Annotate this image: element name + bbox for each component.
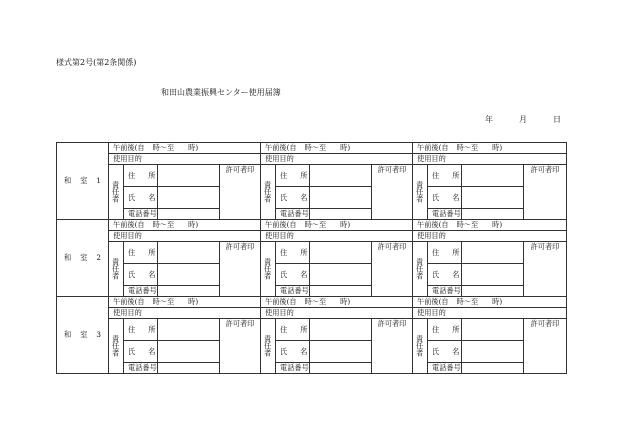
purpose-field[interactable]: 使用目的	[109, 231, 261, 242]
time-slot-text	[113, 221, 260, 228]
address-label-text	[432, 326, 461, 333]
name-label-b: 名	[300, 192, 308, 202]
room-label-text	[64, 331, 101, 338]
time-prefix: 午前後(自	[113, 297, 145, 307]
address-label-text	[128, 172, 157, 179]
permit-seal-box[interactable]: 許可者印	[220, 165, 261, 220]
responsible-label	[109, 319, 124, 374]
room-2-row	[57, 286, 567, 297]
room-label	[57, 220, 109, 297]
name-label-a: 氏	[128, 269, 136, 279]
name-value-field[interactable]	[462, 187, 524, 209]
time-hour-a: 時〜至	[456, 143, 479, 153]
time-hour-a: 時〜至	[456, 297, 479, 307]
room-1-row	[57, 165, 567, 187]
name-value-field[interactable]	[462, 341, 524, 363]
phone-label: 電話番号	[276, 209, 310, 220]
room-label-b: 室	[80, 330, 88, 340]
address-label	[276, 319, 310, 341]
name-label-text	[432, 348, 461, 355]
address-value-field[interactable]	[462, 242, 524, 264]
room-2-row	[57, 242, 567, 264]
time-slot-field[interactable]	[413, 297, 567, 308]
room-2-row	[57, 220, 567, 231]
date-line	[485, 114, 565, 126]
date-day-label: 日	[553, 115, 561, 124]
time-slot-text	[265, 298, 412, 305]
time-prefix: 午前後(自	[417, 297, 449, 307]
address-label	[124, 165, 158, 187]
time-prefix: 午前後(自	[113, 143, 145, 153]
address-label-text	[128, 249, 157, 256]
room-1-row	[57, 154, 567, 165]
responsible-text: 責任者	[415, 257, 425, 280]
time-hour-a: 時〜至	[152, 297, 175, 307]
address-label-b: 所	[300, 247, 308, 257]
address-value-field[interactable]	[158, 319, 220, 341]
phone-label: 電話番号	[428, 363, 462, 374]
name-label-b: 名	[300, 346, 308, 356]
date-month-label: 月	[519, 115, 527, 124]
phone-value-field[interactable]	[462, 363, 524, 374]
name-label	[124, 341, 158, 363]
name-label-b: 名	[148, 192, 156, 202]
name-label	[428, 264, 462, 286]
purpose-field[interactable]: 使用目的	[261, 308, 413, 319]
phone-value-field[interactable]	[462, 209, 524, 220]
address-label	[276, 165, 310, 187]
room-label	[57, 143, 109, 220]
address-label	[428, 242, 462, 264]
name-label-a: 氏	[432, 269, 440, 279]
name-label	[276, 341, 310, 363]
address-label	[276, 242, 310, 264]
purpose-field[interactable]: 使用目的	[109, 154, 261, 165]
name-value-field[interactable]	[310, 341, 372, 363]
address-label-b: 所	[148, 324, 156, 334]
responsible-label	[413, 242, 428, 297]
room-label	[57, 297, 109, 374]
name-label-a: 氏	[128, 346, 136, 356]
phone-value-field[interactable]	[310, 209, 372, 220]
name-label-b: 名	[148, 269, 156, 279]
address-value-field[interactable]	[310, 165, 372, 187]
name-label-a: 氏	[280, 192, 288, 202]
name-label-text	[128, 194, 157, 201]
room-number: 2	[96, 253, 101, 263]
address-label-a: 住	[432, 324, 440, 334]
time-prefix: 午前後(自	[265, 143, 297, 153]
time-hour-b: 時)	[492, 220, 503, 230]
name-label-text	[280, 348, 309, 355]
phone-label: 電話番号	[276, 363, 310, 374]
time-slot-field[interactable]	[261, 143, 413, 154]
responsible-label	[109, 242, 124, 297]
phone-label: 電話番号	[428, 286, 462, 297]
address-value-field[interactable]	[462, 319, 524, 341]
address-label-b: 所	[148, 170, 156, 180]
name-label-b: 名	[452, 346, 460, 356]
room-3-row	[57, 319, 567, 341]
address-label-a: 住	[280, 247, 288, 257]
form-number: 様式第2号(第2条関係)	[56, 58, 137, 67]
time-slot-field[interactable]	[109, 220, 261, 231]
address-label-text	[432, 249, 461, 256]
purpose-field[interactable]: 使用目的	[261, 231, 413, 242]
address-label-a: 住	[128, 247, 136, 257]
address-label-a: 住	[128, 170, 136, 180]
name-label-text	[432, 194, 461, 201]
responsible-text: 責任者	[415, 180, 425, 203]
name-value-field[interactable]	[310, 187, 372, 209]
time-hour-b: 時)	[188, 143, 199, 153]
time-slot-field[interactable]	[261, 297, 413, 308]
name-label	[428, 187, 462, 209]
address-label	[124, 242, 158, 264]
room-1-row	[57, 143, 567, 154]
address-value-field[interactable]	[310, 319, 372, 341]
name-value-field[interactable]	[462, 264, 524, 286]
phone-label: 電話番号	[124, 209, 158, 220]
phone-value-field[interactable]	[158, 209, 220, 220]
address-label-b: 所	[148, 247, 156, 257]
phone-label: 電話番号	[124, 363, 158, 374]
room-label-b: 室	[80, 176, 88, 186]
name-label-a: 氏	[280, 269, 288, 279]
name-label-text	[280, 194, 309, 201]
time-slot-text	[417, 221, 566, 228]
phone-value-field[interactable]	[310, 363, 372, 374]
time-prefix: 午前後(自	[417, 143, 449, 153]
time-slot-text	[417, 298, 566, 305]
room-label-b: 室	[80, 253, 88, 263]
phone-label: 電話番号	[276, 286, 310, 297]
permit-seal-box[interactable]: 許可者印	[372, 165, 413, 220]
time-hour-b: 時)	[340, 297, 351, 307]
time-hour-b: 時)	[188, 297, 199, 307]
room-3-row	[57, 363, 567, 374]
phone-label: 電話番号	[124, 286, 158, 297]
responsible-label	[261, 242, 276, 297]
address-label-a: 住	[280, 170, 288, 180]
name-value-field[interactable]	[158, 341, 220, 363]
name-label-text	[128, 348, 157, 355]
time-hour-a: 時〜至	[152, 220, 175, 230]
usage-register-table	[56, 142, 567, 374]
address-label-text	[280, 172, 309, 179]
name-label-b: 名	[300, 269, 308, 279]
time-hour-b: 時)	[340, 220, 351, 230]
address-label-b: 所	[452, 247, 460, 257]
date-year-label: 年	[485, 115, 493, 124]
address-value-field[interactable]	[158, 242, 220, 264]
name-label	[124, 264, 158, 286]
permit-seal-box[interactable]: 許可者印	[220, 242, 261, 297]
permit-seal-box[interactable]: 許可者印	[524, 319, 567, 374]
responsible-text: 責任者	[415, 334, 425, 357]
address-label-b: 所	[300, 170, 308, 180]
time-slot-text	[113, 144, 260, 151]
room-label-a: 和	[64, 253, 72, 263]
name-value-field[interactable]	[158, 264, 220, 286]
purpose-field[interactable]: 使用目的	[413, 308, 567, 319]
room-1-row	[57, 187, 567, 209]
room-number: 3	[96, 330, 101, 340]
time-slot-field[interactable]	[413, 143, 567, 154]
form-title: 和田山農業振興センター使用届簿	[161, 88, 281, 97]
time-hour-b: 時)	[492, 297, 503, 307]
address-value-field[interactable]	[310, 242, 372, 264]
time-hour-a: 時〜至	[152, 143, 175, 153]
room-label-text	[64, 177, 101, 184]
time-slot-field[interactable]	[109, 143, 261, 154]
responsible-text: 責任者	[263, 257, 273, 280]
name-label-b: 名	[452, 192, 460, 202]
room-3-row	[57, 297, 567, 308]
time-hour-a: 時〜至	[304, 220, 327, 230]
time-prefix: 午前後(自	[265, 297, 297, 307]
name-value-field[interactable]	[310, 264, 372, 286]
address-label-b: 所	[300, 324, 308, 334]
address-label-text	[432, 172, 461, 179]
phone-value-field[interactable]	[462, 286, 524, 297]
responsible-label	[261, 319, 276, 374]
room-3-row	[57, 341, 567, 363]
address-label-text	[128, 326, 157, 333]
address-value-field[interactable]	[158, 165, 220, 187]
time-hour-a: 時〜至	[456, 220, 479, 230]
address-label-b: 所	[452, 170, 460, 180]
address-label	[428, 165, 462, 187]
responsible-label	[261, 165, 276, 220]
address-label-text	[280, 326, 309, 333]
responsible-label	[413, 165, 428, 220]
phone-value-field[interactable]	[158, 286, 220, 297]
address-label-a: 住	[128, 324, 136, 334]
name-label	[276, 264, 310, 286]
name-label	[428, 341, 462, 363]
name-label	[124, 187, 158, 209]
room-2-row	[57, 231, 567, 242]
name-label-b: 名	[148, 346, 156, 356]
permit-seal-box[interactable]: 許可者印	[372, 319, 413, 374]
time-prefix: 午前後(自	[113, 220, 145, 230]
time-slot-text	[265, 144, 412, 151]
purpose-field[interactable]: 使用目的	[261, 154, 413, 165]
time-hour-a: 時〜至	[304, 297, 327, 307]
responsible-text: 責任者	[263, 180, 273, 203]
phone-label: 電話番号	[428, 209, 462, 220]
address-label	[428, 319, 462, 341]
name-label-a: 氏	[128, 192, 136, 202]
permit-seal-box[interactable]: 許可者印	[372, 242, 413, 297]
name-label-text	[128, 271, 157, 278]
time-hour-b: 時)	[340, 143, 351, 153]
permit-seal-box[interactable]: 許可者印	[220, 319, 261, 374]
room-number: 1	[96, 176, 101, 186]
address-label-a: 住	[280, 324, 288, 334]
time-slot-field[interactable]	[261, 220, 413, 231]
address-label	[124, 319, 158, 341]
time-slot-text	[265, 221, 412, 228]
address-label-b: 所	[452, 324, 460, 334]
time-hour-b: 時)	[188, 220, 199, 230]
room-2-row	[57, 264, 567, 286]
permit-seal-box[interactable]: 許可者印	[524, 165, 567, 220]
room-label-a: 和	[64, 176, 72, 186]
responsible-label	[413, 319, 428, 374]
name-label	[276, 187, 310, 209]
address-label-text	[280, 249, 309, 256]
time-slot-field[interactable]	[109, 297, 261, 308]
name-label-a: 氏	[280, 346, 288, 356]
responsible-text: 責任者	[111, 334, 121, 357]
room-3-row	[57, 308, 567, 319]
purpose-field[interactable]: 使用目的	[109, 308, 261, 319]
responsible-label	[109, 165, 124, 220]
name-label-text	[432, 271, 461, 278]
name-label-b: 名	[452, 269, 460, 279]
purpose-field[interactable]: 使用目的	[413, 154, 567, 165]
time-slot-text	[417, 144, 566, 151]
address-label-a: 住	[432, 170, 440, 180]
address-value-field[interactable]	[462, 165, 524, 187]
room-label-a: 和	[64, 330, 72, 340]
name-label-a: 氏	[432, 192, 440, 202]
phone-value-field[interactable]	[310, 286, 372, 297]
room-label-text	[64, 254, 101, 261]
room-1-row	[57, 209, 567, 220]
time-slot-field[interactable]	[413, 220, 567, 231]
responsible-text: 責任者	[111, 257, 121, 280]
time-prefix: 午前後(自	[417, 220, 449, 230]
time-prefix: 午前後(自	[265, 220, 297, 230]
time-hour-a: 時〜至	[304, 143, 327, 153]
address-label-a: 住	[432, 247, 440, 257]
permit-seal-box[interactable]: 許可者印	[524, 242, 567, 297]
time-slot-text	[113, 298, 260, 305]
responsible-text: 責任者	[111, 180, 121, 203]
name-label-text	[280, 271, 309, 278]
name-label-a: 氏	[432, 346, 440, 356]
name-value-field[interactable]	[158, 187, 220, 209]
purpose-field[interactable]: 使用目的	[413, 231, 567, 242]
time-hour-b: 時)	[492, 143, 503, 153]
phone-value-field[interactable]	[158, 363, 220, 374]
responsible-text: 責任者	[263, 334, 273, 357]
